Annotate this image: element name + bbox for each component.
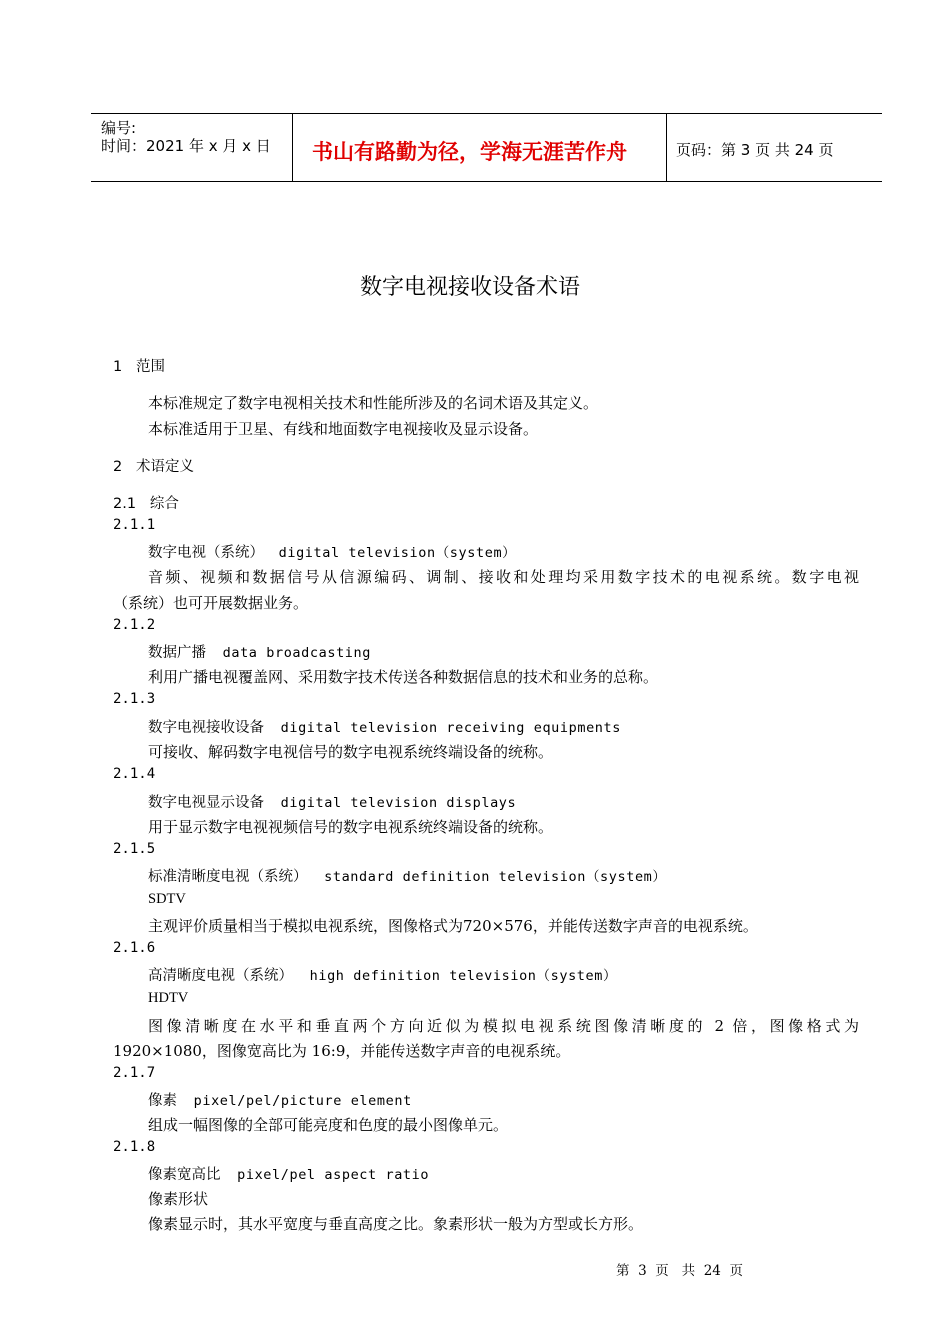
- term-number: 2.1.8: [113, 1139, 156, 1155]
- header-motto: 书山有路勤为径，学海无涯苦作舟: [312, 140, 627, 164]
- term-number: 2.1.6: [113, 940, 156, 956]
- term-name-zh: 高清晰度电视（系统）: [148, 968, 293, 984]
- term-definition: 组成一幅图像的全部可能亮度和色度的最小图像单元。: [148, 1116, 509, 1134]
- term-number: 2.1.2: [113, 617, 156, 633]
- term-name-zh: 数字电视（系统）: [148, 545, 264, 561]
- header-code-label: 编号:: [101, 119, 137, 137]
- term-name-en: high definition television（system）: [309, 968, 618, 984]
- term-name: [148, 1163, 429, 1184]
- section-2-heading: 2 术语定义: [113, 459, 195, 475]
- section-1-line-2: 本标准适用于卫星、有线和地面数字电视接收及显示设备。: [148, 420, 539, 438]
- term-definition: 图像清晰度在水平和垂直两个方向近似为模拟电视系统图像清晰度的 2 倍，图像格式为: [148, 1017, 859, 1035]
- term-name: [148, 791, 516, 812]
- term-definition-cont: （系统）也可开展数据业务。: [113, 594, 309, 612]
- term-number: 2.1.1: [113, 517, 156, 533]
- term-name-en: pixel/pel/picture element: [193, 1093, 412, 1109]
- term-number: 2.1.7: [113, 1065, 156, 1081]
- term-definition: 可接收、解码数字电视信号的数字电视系统终端设备的统称。: [148, 743, 554, 761]
- term-number: 2.1.4: [113, 766, 156, 782]
- term-definition-cont: 1920×1080，图像宽高比为 16:9，并能传送数字声音的电视系统。: [113, 1042, 571, 1060]
- term-name-zh: 数字电视接收设备: [148, 720, 264, 736]
- header-divider-left: [292, 113, 293, 181]
- term-name-zh: 像素宽高比: [148, 1167, 221, 1183]
- term-definition: 利用广播电视覆盖网、采用数字技术传送各种数据信息的技术和业务的总称。: [148, 668, 659, 686]
- header-bottom-border: [91, 181, 882, 182]
- header-top-border: [91, 113, 882, 114]
- doc-title: 数字电视接收设备术语: [360, 275, 581, 300]
- term-name: [148, 541, 516, 562]
- term-number: 2.1.5: [113, 841, 156, 857]
- term-name-zh: 像素: [148, 1093, 177, 1109]
- term-name-en: digital television receiving equipments: [280, 720, 621, 736]
- header-time: 时间：2021 年 x 月 x 日: [101, 137, 271, 155]
- term-definition: 像素显示时，其水平宽度与垂直高度之比。象素形状一般为方型或长方形。: [148, 1215, 644, 1233]
- term-number: 2.1.3: [113, 691, 156, 707]
- term-name-en: standard definition television（system）: [324, 869, 667, 885]
- section-1-heading: 1 范围: [113, 359, 166, 375]
- term-definition: 主观评价质量相当于模拟电视系统，图像格式为720×576，并能传送数字声音的电视系统。: [148, 917, 758, 935]
- header-divider-right: [666, 113, 667, 181]
- term-definition: 用于显示数字电视视频信号的数字电视系统终端设备的统称。: [148, 818, 554, 836]
- term-name-en: digital television displays: [280, 795, 517, 811]
- term-name-zh: 数字电视显示设备: [148, 795, 264, 811]
- header-page-info: 页码：第 3 页 共 24 页: [676, 141, 834, 159]
- term-name: [148, 964, 617, 985]
- section-2-1-heading: 2.1 综合: [113, 496, 179, 512]
- term-synonym: 像素形状: [148, 1190, 209, 1208]
- term-name: [148, 1089, 412, 1110]
- term-abbreviation: HDTV: [148, 990, 189, 1006]
- page-footer: 第 3 页 共 24 页: [616, 1263, 743, 1279]
- section-1-line-1: 本标准规定了数字电视相关技术和性能所涉及的名词术语及其定义。: [148, 394, 599, 412]
- term-name: [148, 716, 621, 737]
- term-name: [148, 641, 371, 662]
- term-name-zh: 数据广播: [148, 645, 206, 661]
- term-abbreviation: SDTV: [148, 891, 186, 907]
- term-name: [148, 865, 667, 886]
- term-definition: 音频、视频和数据信号从信源编码、调制、接收和处理均采用数字技术的电视系统。数字电视: [148, 568, 859, 586]
- term-name-zh: 标准清晰度电视（系统）: [148, 869, 308, 885]
- term-name-en: data broadcasting: [222, 645, 371, 661]
- term-name-en: digital television（system）: [278, 545, 517, 561]
- term-name-en: pixel/pel aspect ratio: [237, 1167, 430, 1183]
